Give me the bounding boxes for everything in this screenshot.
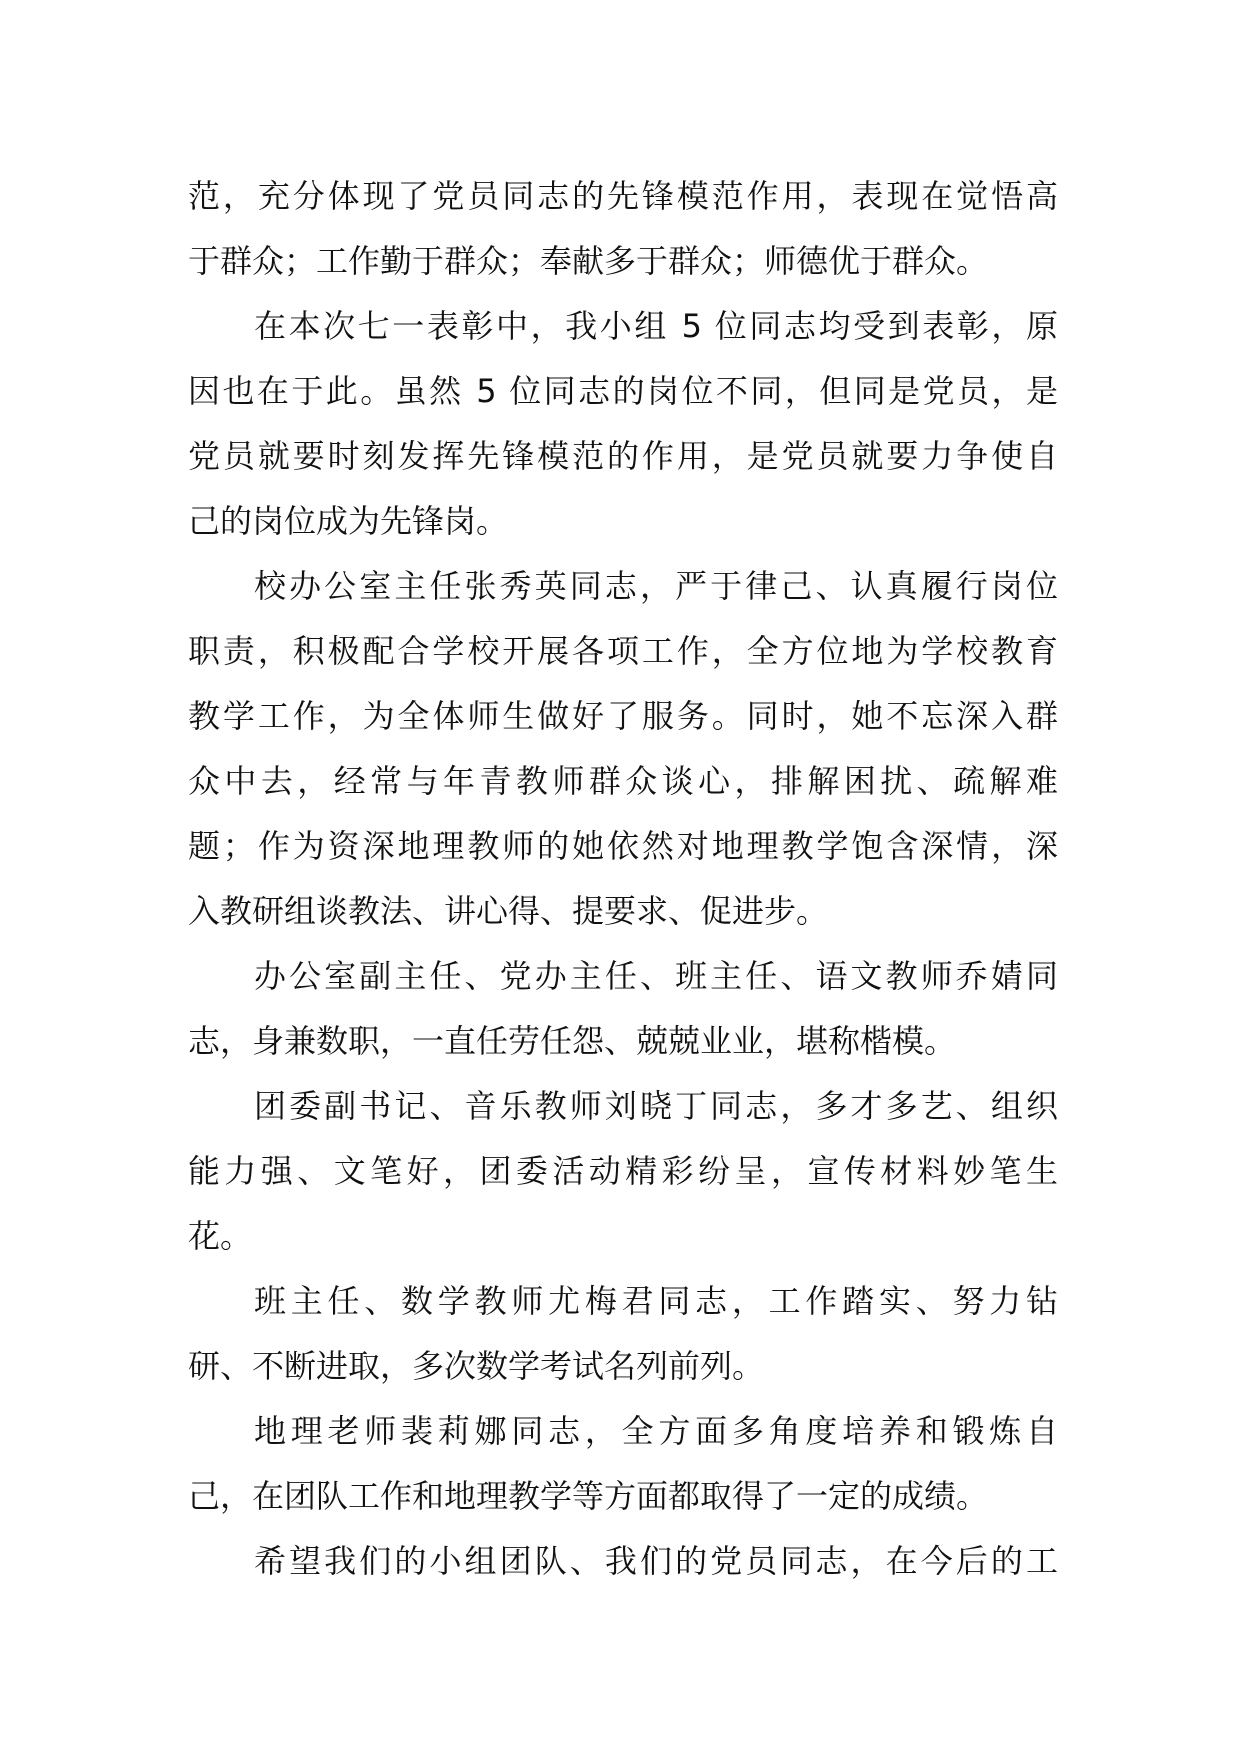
paragraph xyxy=(188,1529,1058,1594)
document-body xyxy=(188,164,1058,1594)
text-line: 己的岗位成为先锋岗。 xyxy=(188,502,509,540)
text-line: 众中去，经常与年青教师群众谈心，排解困扰、疏解难 xyxy=(188,762,1058,800)
text-line: 能力强、文笔好，团委活动精彩纷呈，宣传材料妙笔生 xyxy=(188,1152,1058,1190)
paragraph xyxy=(188,944,1058,1074)
text-line: 研、不断进取，多次数学考试名列前列。 xyxy=(188,1347,765,1385)
text-line: 志，身兼数职，一直任劳任怨、兢兢业业，堪称楷模。 xyxy=(188,1022,957,1060)
text-line: 于群众；工作勤于群众；奉献多于群众；师德优于群众。 xyxy=(188,242,989,280)
text-line: 党员就要时刻发挥先锋模范的作用，是党员就要力争使自 xyxy=(188,437,1058,475)
text-line: 团委副书记、音乐教师刘晓丁同志，多才多艺、组织 xyxy=(254,1087,1058,1125)
text-line: 地理老师裴莉娜同志，全方面多角度培养和锻炼自 xyxy=(254,1412,1058,1450)
text-line: 题；作为资深地理教师的她依然对地理教学饱含深情，深 xyxy=(188,827,1058,865)
text-line: 因也在于此。虽然 5 位同志的岗位不同，但同是党员，是 xyxy=(188,372,1058,410)
text-line: 办公室副主任、党办主任、班主任、语文教师乔婧同 xyxy=(254,957,1058,995)
paragraph xyxy=(188,1074,1058,1269)
paragraph xyxy=(188,164,1058,294)
text-line: 校办公室主任张秀英同志，严于律己、认真履行岗位 xyxy=(254,567,1058,605)
text-line: 范，充分体现了党员同志的先锋模范作用，表现在觉悟高 xyxy=(188,177,1058,215)
text-line: 班主任、数学教师尤梅君同志，工作踏实、努力钻 xyxy=(254,1282,1058,1320)
text-line: 己，在团队工作和地理教学等方面都取得了一定的成绩。 xyxy=(188,1477,989,1515)
text-line: 花。 xyxy=(188,1217,253,1255)
text-line: 教学工作，为全体师生做好了服务。同时，她不忘深入群 xyxy=(188,697,1058,735)
text-line: 入教研组谈教法、讲心得、提要求、促进步。 xyxy=(188,892,829,930)
paragraph xyxy=(188,294,1058,554)
paragraph xyxy=(188,1399,1058,1529)
paragraph xyxy=(188,554,1058,944)
text-line: 职责，积极配合学校开展各项工作，全方位地为学校教育 xyxy=(188,632,1058,670)
text-line: 在本次七一表彰中，我小组 5 位同志均受到表彰，原 xyxy=(254,307,1058,345)
text-line: 希望我们的小组团队、我们的党员同志，在今后的工 xyxy=(254,1542,1058,1580)
paragraph xyxy=(188,1269,1058,1399)
